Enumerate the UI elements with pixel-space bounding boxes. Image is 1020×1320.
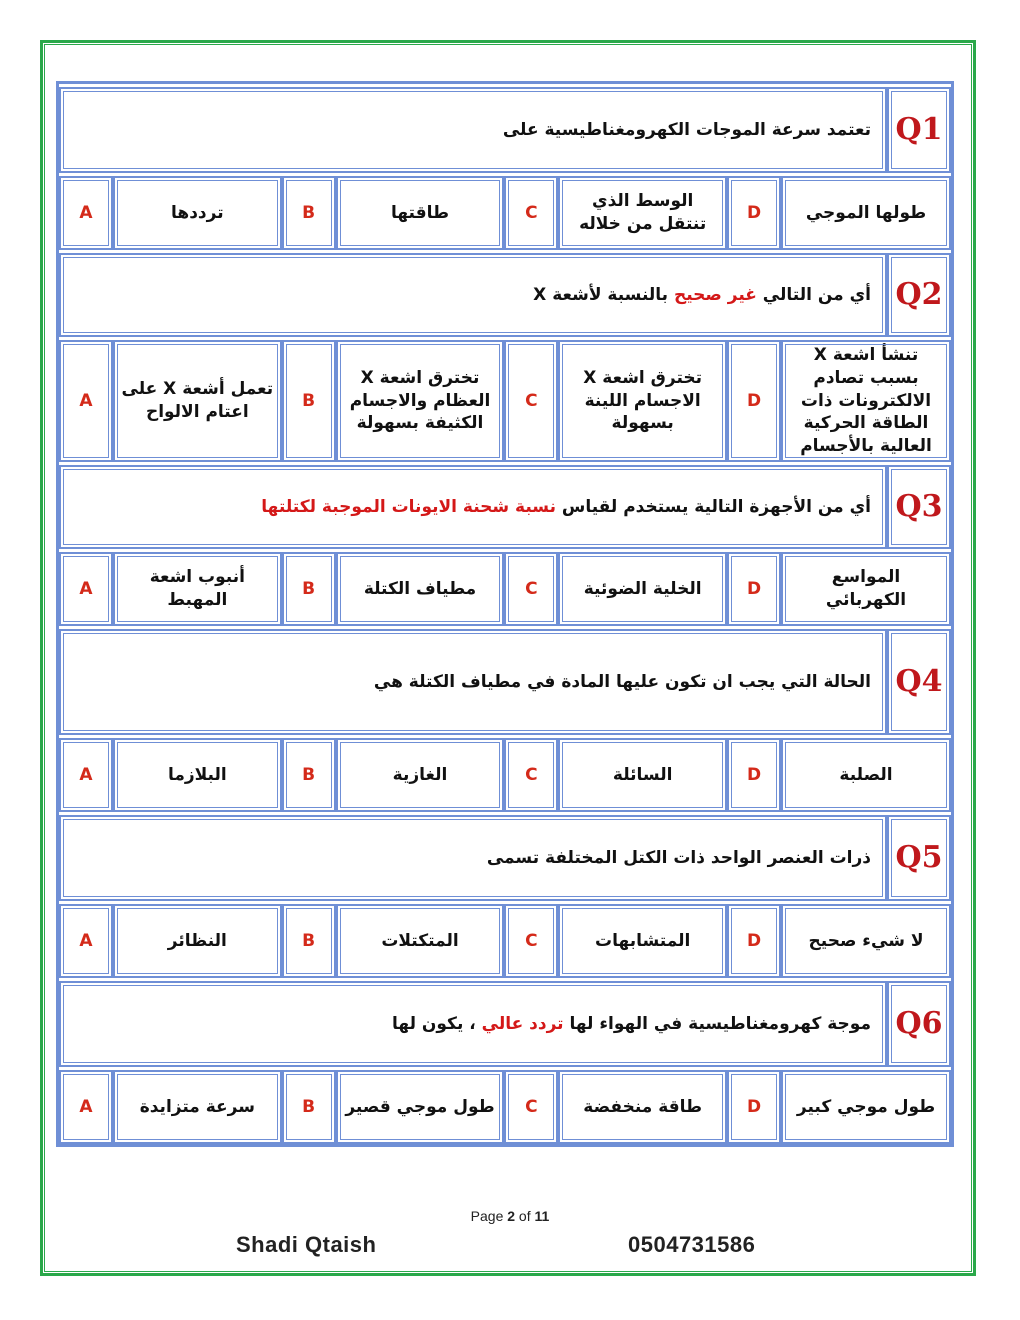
- option-a-text[interactable]: البلازما: [113, 738, 282, 812]
- option-a-text[interactable]: سرعة متزايدة: [113, 1070, 282, 1144]
- question-text-part: أي من التالي: [756, 284, 871, 305]
- options-row-q2: [59, 340, 951, 462]
- option-b-text[interactable]: طاقتها: [336, 176, 505, 250]
- option-a-text[interactable]: ترددها: [113, 176, 282, 250]
- option-a-letter: A: [59, 340, 113, 462]
- question-label: Q4: [887, 629, 951, 735]
- option-d-letter: D: [727, 738, 781, 812]
- question-text-part: بالنسبة لأشعة X: [533, 284, 674, 305]
- option-a-text[interactable]: أنبوب اشعة المهبط: [113, 552, 282, 626]
- options-row-q5: [59, 904, 951, 978]
- question-row-q6: [59, 981, 951, 1067]
- question-text-part: أي من الأجهزة التالية يستخدم لقياس: [555, 496, 871, 517]
- quiz-table: [56, 81, 954, 1147]
- question-text: [59, 253, 887, 337]
- option-d-text[interactable]: المواسع الكهربائي: [781, 552, 951, 626]
- question-row-q4: [59, 629, 951, 735]
- option-b-letter: B: [282, 904, 336, 978]
- question-text-highlight: تردد عالي: [481, 1013, 564, 1034]
- option-a-text[interactable]: النظائر: [113, 904, 282, 978]
- page-of: of: [515, 1208, 535, 1224]
- option-a-letter: A: [59, 1070, 113, 1144]
- options-row-q3: [59, 552, 951, 626]
- question-text-highlight: نسبة شحنة الايونات الموجبة لكتلتها: [261, 496, 556, 517]
- question-text: [59, 87, 887, 173]
- options-row-q1: [59, 176, 951, 250]
- option-a-letter: A: [59, 552, 113, 626]
- page-total: 11: [534, 1208, 550, 1224]
- question-text-part: الحالة التي يجب ان تكون عليها المادة في مطياف الكتلة هي: [373, 671, 871, 692]
- question-text-part: تعتمد سرعة الموجات الكهرومغناطيسية على: [502, 119, 871, 140]
- option-c-letter: C: [504, 552, 558, 626]
- option-c-letter: C: [504, 176, 558, 250]
- question-label: Q1: [887, 87, 951, 173]
- option-d-letter: D: [727, 552, 781, 626]
- option-b-text[interactable]: طول موجي قصير: [336, 1070, 505, 1144]
- author-name: Shadi Qtaish: [236, 1232, 377, 1257]
- options-row-q6: [59, 1070, 951, 1144]
- option-d-text[interactable]: تنشأ اشعة X بسبب تصادم الالكترونات ذات الطاقة الحركية العالية بالأجسام: [781, 340, 951, 462]
- option-b-text[interactable]: مطياف الكتلة: [336, 552, 505, 626]
- question-row-q3: [59, 465, 951, 549]
- question-text-part: ذرات العنصر الواحد ذات الكتل المختلفة تسمى: [486, 847, 871, 868]
- option-c-text[interactable]: السائلة: [558, 738, 727, 812]
- option-c-letter: C: [504, 738, 558, 812]
- question-label: Q3: [887, 465, 951, 549]
- option-d-letter: D: [727, 176, 781, 250]
- option-d-text[interactable]: الصلبة: [781, 738, 951, 812]
- option-d-text[interactable]: طولها الموجي: [781, 176, 951, 250]
- option-b-letter: B: [282, 1070, 336, 1144]
- question-row-q2: [59, 253, 951, 337]
- question-label: Q6: [887, 981, 951, 1067]
- question-text: [59, 629, 887, 735]
- option-b-letter: B: [282, 176, 336, 250]
- question-label: Q2: [887, 253, 951, 337]
- option-c-letter: C: [504, 1070, 558, 1144]
- option-d-letter: D: [727, 904, 781, 978]
- question-text-part: ، يكون لها: [391, 1013, 482, 1034]
- question-text: [59, 465, 887, 549]
- option-c-letter: C: [504, 340, 558, 462]
- page-current: 2: [507, 1208, 516, 1224]
- option-c-text[interactable]: الوسط الذي تنتقل من خلاله: [558, 176, 727, 250]
- question-text-part: موجة كهرومغناطيسية في الهواء لها: [563, 1013, 871, 1034]
- option-a-letter: A: [59, 904, 113, 978]
- option-b-text[interactable]: الغازية: [336, 738, 505, 812]
- option-a-letter: A: [59, 176, 113, 250]
- option-b-text[interactable]: تخترق اشعة X العظام والاجسام الكثيفة بسهولة: [336, 340, 505, 462]
- option-d-letter: D: [727, 1070, 781, 1144]
- question-row-q5: [59, 815, 951, 901]
- page-number: [0, 1208, 1020, 1224]
- option-d-letter: D: [727, 340, 781, 462]
- option-c-text[interactable]: الخلية الضوئية: [558, 552, 727, 626]
- option-d-text[interactable]: طول موجي كبير: [781, 1070, 951, 1144]
- option-c-letter: C: [504, 904, 558, 978]
- option-b-letter: B: [282, 340, 336, 462]
- question-text-highlight: غير صحيح: [673, 284, 757, 305]
- page-prefix: Page: [470, 1208, 508, 1224]
- question-row-q1: [59, 87, 951, 173]
- question-label: Q5: [887, 815, 951, 901]
- question-text: [59, 981, 887, 1067]
- option-c-text[interactable]: المتشابهات: [558, 904, 727, 978]
- option-a-text[interactable]: تعمل أشعة X على اعتام الالواح: [113, 340, 282, 462]
- option-a-letter: A: [59, 738, 113, 812]
- option-b-letter: B: [282, 552, 336, 626]
- option-c-text[interactable]: طاقة منخفضة: [558, 1070, 727, 1144]
- option-b-text[interactable]: المتكتلات: [336, 904, 505, 978]
- question-text: [59, 815, 887, 901]
- option-c-text[interactable]: تخترق اشعة X الاجسام اللينة بسهولة: [558, 340, 727, 462]
- options-row-q4: [59, 738, 951, 812]
- author-phone: 0504731586: [628, 1232, 756, 1257]
- option-b-letter: B: [282, 738, 336, 812]
- option-d-text[interactable]: لا شيء صحيح: [781, 904, 951, 978]
